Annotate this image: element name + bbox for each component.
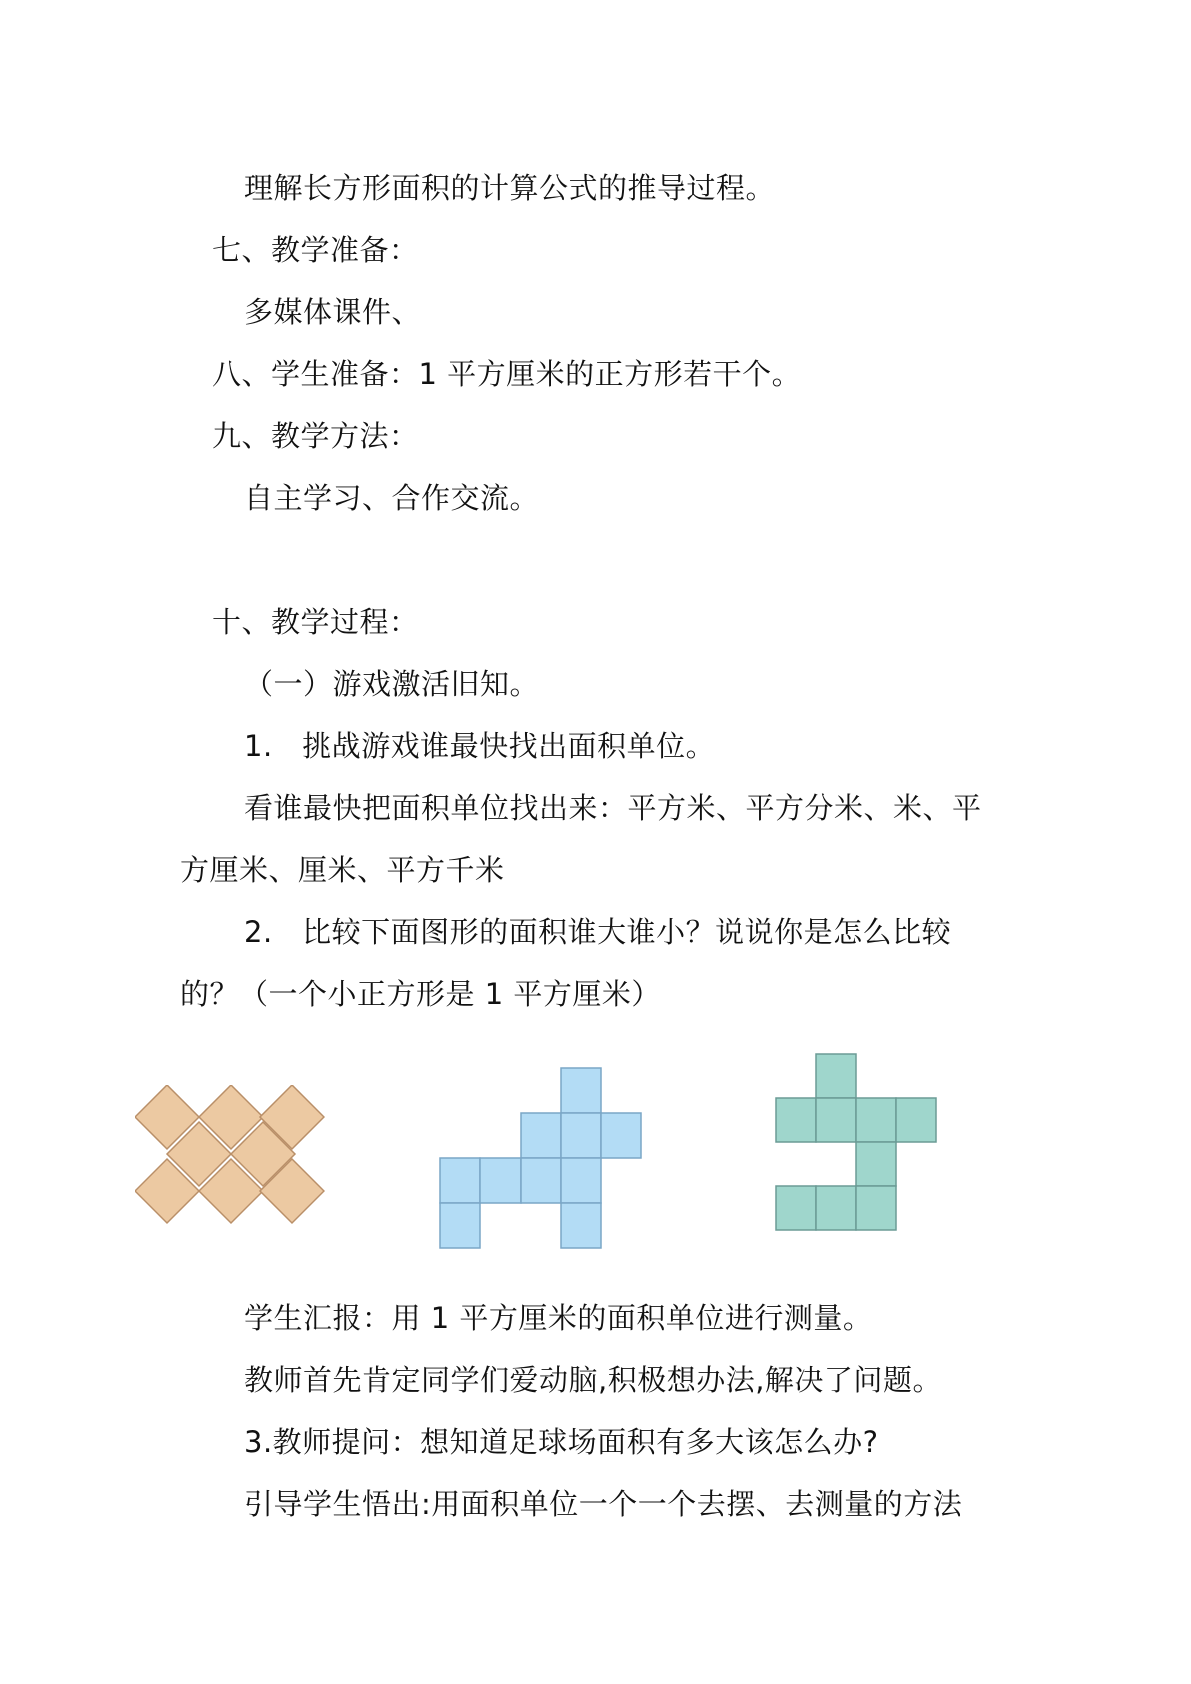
- square-tile: [776, 1098, 816, 1142]
- paragraph-continued: 的？（一个小正方形是 1 平方厘米）: [180, 977, 661, 1011]
- list-item: 2. 比较下面图形的面积谁大谁小？说说你是怎么比较: [244, 915, 952, 949]
- section-heading: 十、教学过程：: [212, 605, 419, 639]
- paragraph: 自主学习、合作交流。: [244, 481, 540, 515]
- square-tile: [561, 1203, 601, 1248]
- square-tile: [561, 1068, 601, 1113]
- shape-a: [135, 1085, 324, 1223]
- shape-c: [776, 1054, 936, 1230]
- shape-b: [440, 1068, 641, 1248]
- square-tile: [776, 1186, 816, 1230]
- paragraph: 3.教师提问：想知道足球场面积有多大该怎么办?: [244, 1425, 879, 1459]
- section-heading: 九、教学方法：: [212, 419, 419, 453]
- paragraph: 看谁最快把面积单位找出来：平方米、平方分米、米、平: [244, 791, 982, 825]
- paragraph: 多媒体课件、: [244, 295, 422, 329]
- square-tile: [521, 1158, 561, 1203]
- square-tile: [816, 1098, 856, 1142]
- square-tile: [816, 1186, 856, 1230]
- square-tile: [896, 1098, 936, 1142]
- square-tile: [856, 1186, 896, 1230]
- paragraph: 理解长方形面积的计算公式的推导过程。: [244, 171, 776, 205]
- paragraph-continued: 方厘米、厘米、平方千米: [180, 853, 505, 887]
- square-tile: [856, 1098, 896, 1142]
- paragraph: 教师首先肯定同学们爱动脑,积极想办法,解决了问题。: [244, 1363, 942, 1397]
- square-tile: [601, 1113, 641, 1158]
- paragraph: 引导学生悟出:用面积单位一个一个去摆、去测量的方法: [244, 1487, 963, 1521]
- square-tile: [561, 1158, 601, 1203]
- section-heading: 七、教学准备：: [212, 233, 419, 267]
- square-tile: [561, 1113, 601, 1158]
- square-tile: [521, 1113, 561, 1158]
- list-item: 1. 挑战游戏谁最快找出面积单位。: [244, 729, 716, 763]
- square-tile: [480, 1158, 521, 1203]
- shape-b-figure: [438, 1066, 643, 1251]
- subsection-heading: （一）游戏激活旧知。: [244, 667, 540, 701]
- square-tile: [856, 1142, 896, 1186]
- square-tile: [440, 1203, 480, 1248]
- section-heading: 八、学生准备：1 平方厘米的正方形若干个。: [212, 357, 802, 391]
- shape-c-figure: [774, 1052, 944, 1237]
- shape-a-figure: [135, 1085, 325, 1225]
- paragraph: 学生汇报：用 1 平方厘米的面积单位进行测量。: [244, 1301, 873, 1335]
- square-tile: [816, 1054, 856, 1098]
- square-tile: [440, 1158, 480, 1203]
